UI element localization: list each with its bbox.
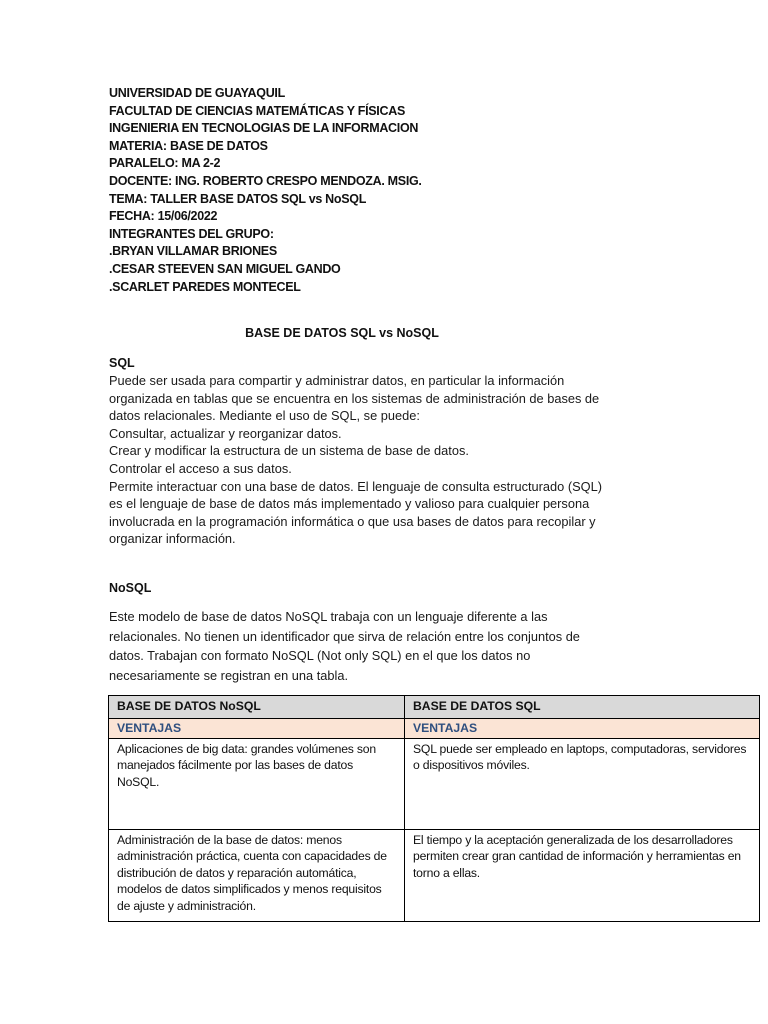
sql-line: es el lenguaje de base de datos más implementado y valioso para cualquier persona <box>109 496 590 512</box>
nosql-line: relacionales. No tienen un identificador que sirva de relación entre los conjuntos de <box>109 628 580 644</box>
sql-line: Permite interactuar con una base de datos. El lenguaje de consulta estructurado (SQL) <box>109 478 602 494</box>
header-members-label: INTEGRANTES DEL GRUPO: <box>109 226 274 241</box>
header-member: .BRYAN VILLAMAR BRIONES <box>109 244 277 259</box>
header-sql: BASE DE DATOS SQL <box>405 696 760 719</box>
sql-line: Controlar el acceso a sus datos. <box>109 460 292 476</box>
header-subject: MATERIA: BASE DE DATOS <box>109 138 268 153</box>
header-university: UNIVERSIDAD DE GUAYAQUIL <box>109 86 285 100</box>
nosql-line: Este modelo de base de datos NoSQL trabaja con un lenguaje diferente a las <box>109 609 548 624</box>
sql-line: involucrada en la programación informática o que usa bases de datos para recopilar y <box>109 513 596 529</box>
sql-line: Puede ser usada para compartir y administrar datos, en particular la información <box>109 373 565 388</box>
ventajas-row <box>109 719 760 739</box>
nosql-heading: NoSQL <box>109 581 152 595</box>
table-header-row <box>109 696 760 719</box>
header-parallel: PARALELO: MA 2-2 <box>109 156 221 171</box>
header-career: INGENIERIA EN TECNOLOGIAS DE LA INFORMACION <box>109 121 419 136</box>
document-title: BASE DE DATOS SQL vs NoSQL <box>245 326 439 340</box>
nosql-paragraph <box>109 607 659 685</box>
table-row <box>109 738 760 829</box>
header-faculty: FACULTAD DE CIENCIAS MATEMÁTICAS Y FÍSICAS <box>109 103 405 118</box>
comparison-table <box>108 695 760 922</box>
header-member: .SCARLET PAREDES MONTECEL <box>109 279 301 294</box>
sql-line: datos relacionales. Mediante el uso de SQL, se puede: <box>109 408 420 424</box>
nosql-line: necesariamente se registran en una tabla. <box>109 667 349 683</box>
table-cell-sql: El tiempo y la aceptación generalizada de los desarrolladores permiten crear gran cantidad de información y herramientas en torno a ellas. <box>405 829 760 921</box>
sql-line: Consultar, actualizar y reorganizar datos. <box>109 425 342 441</box>
table-cell-sql: SQL puede ser empleado en laptops, computadoras, servidores o dispositivos móviles. <box>405 738 760 829</box>
sql-line: organizar información. <box>109 531 236 547</box>
ventajas-sql: VENTAJAS <box>405 719 760 739</box>
header-topic: TEMA: TALLER BASE DATOS SQL vs NoSQL <box>109 191 367 206</box>
header-teacher: DOCENTE: ING. ROBERTO CRESPO MENDOZA. MSIG. <box>109 173 422 188</box>
header-nosql: BASE DE DATOS NoSQL <box>109 696 405 719</box>
sql-paragraph <box>109 372 659 548</box>
header-member: .CESAR STEEVEN SAN MIGUEL GANDO <box>109 261 341 276</box>
sql-line: organizada en tablas que se encuentra en los sistemas de administración de bases de <box>109 390 600 406</box>
sql-heading: SQL <box>109 356 135 370</box>
nosql-line: datos. Trabajan con formato NoSQL (Not only SQL) en el que los datos no <box>109 648 531 663</box>
sql-line: Crear y modificar la estructura de un sistema de base de datos. <box>109 443 469 459</box>
table-cell-nosql: Administración de la base de datos: menos administración práctica, cuenta con capacidades de distribución de datos y reparación automática, modelos de datos simplificados y menos requisitos de ajuste y administración. <box>109 829 405 921</box>
header-block <box>109 85 669 296</box>
table-row <box>109 829 760 921</box>
table-cell-nosql: Aplicaciones de big data: grandes volúmenes son manejados fácilmente por las bases de datos NoSQL. <box>109 738 405 829</box>
header-date: FECHA: 15/06/2022 <box>109 209 218 224</box>
ventajas-nosql: VENTAJAS <box>109 719 405 739</box>
